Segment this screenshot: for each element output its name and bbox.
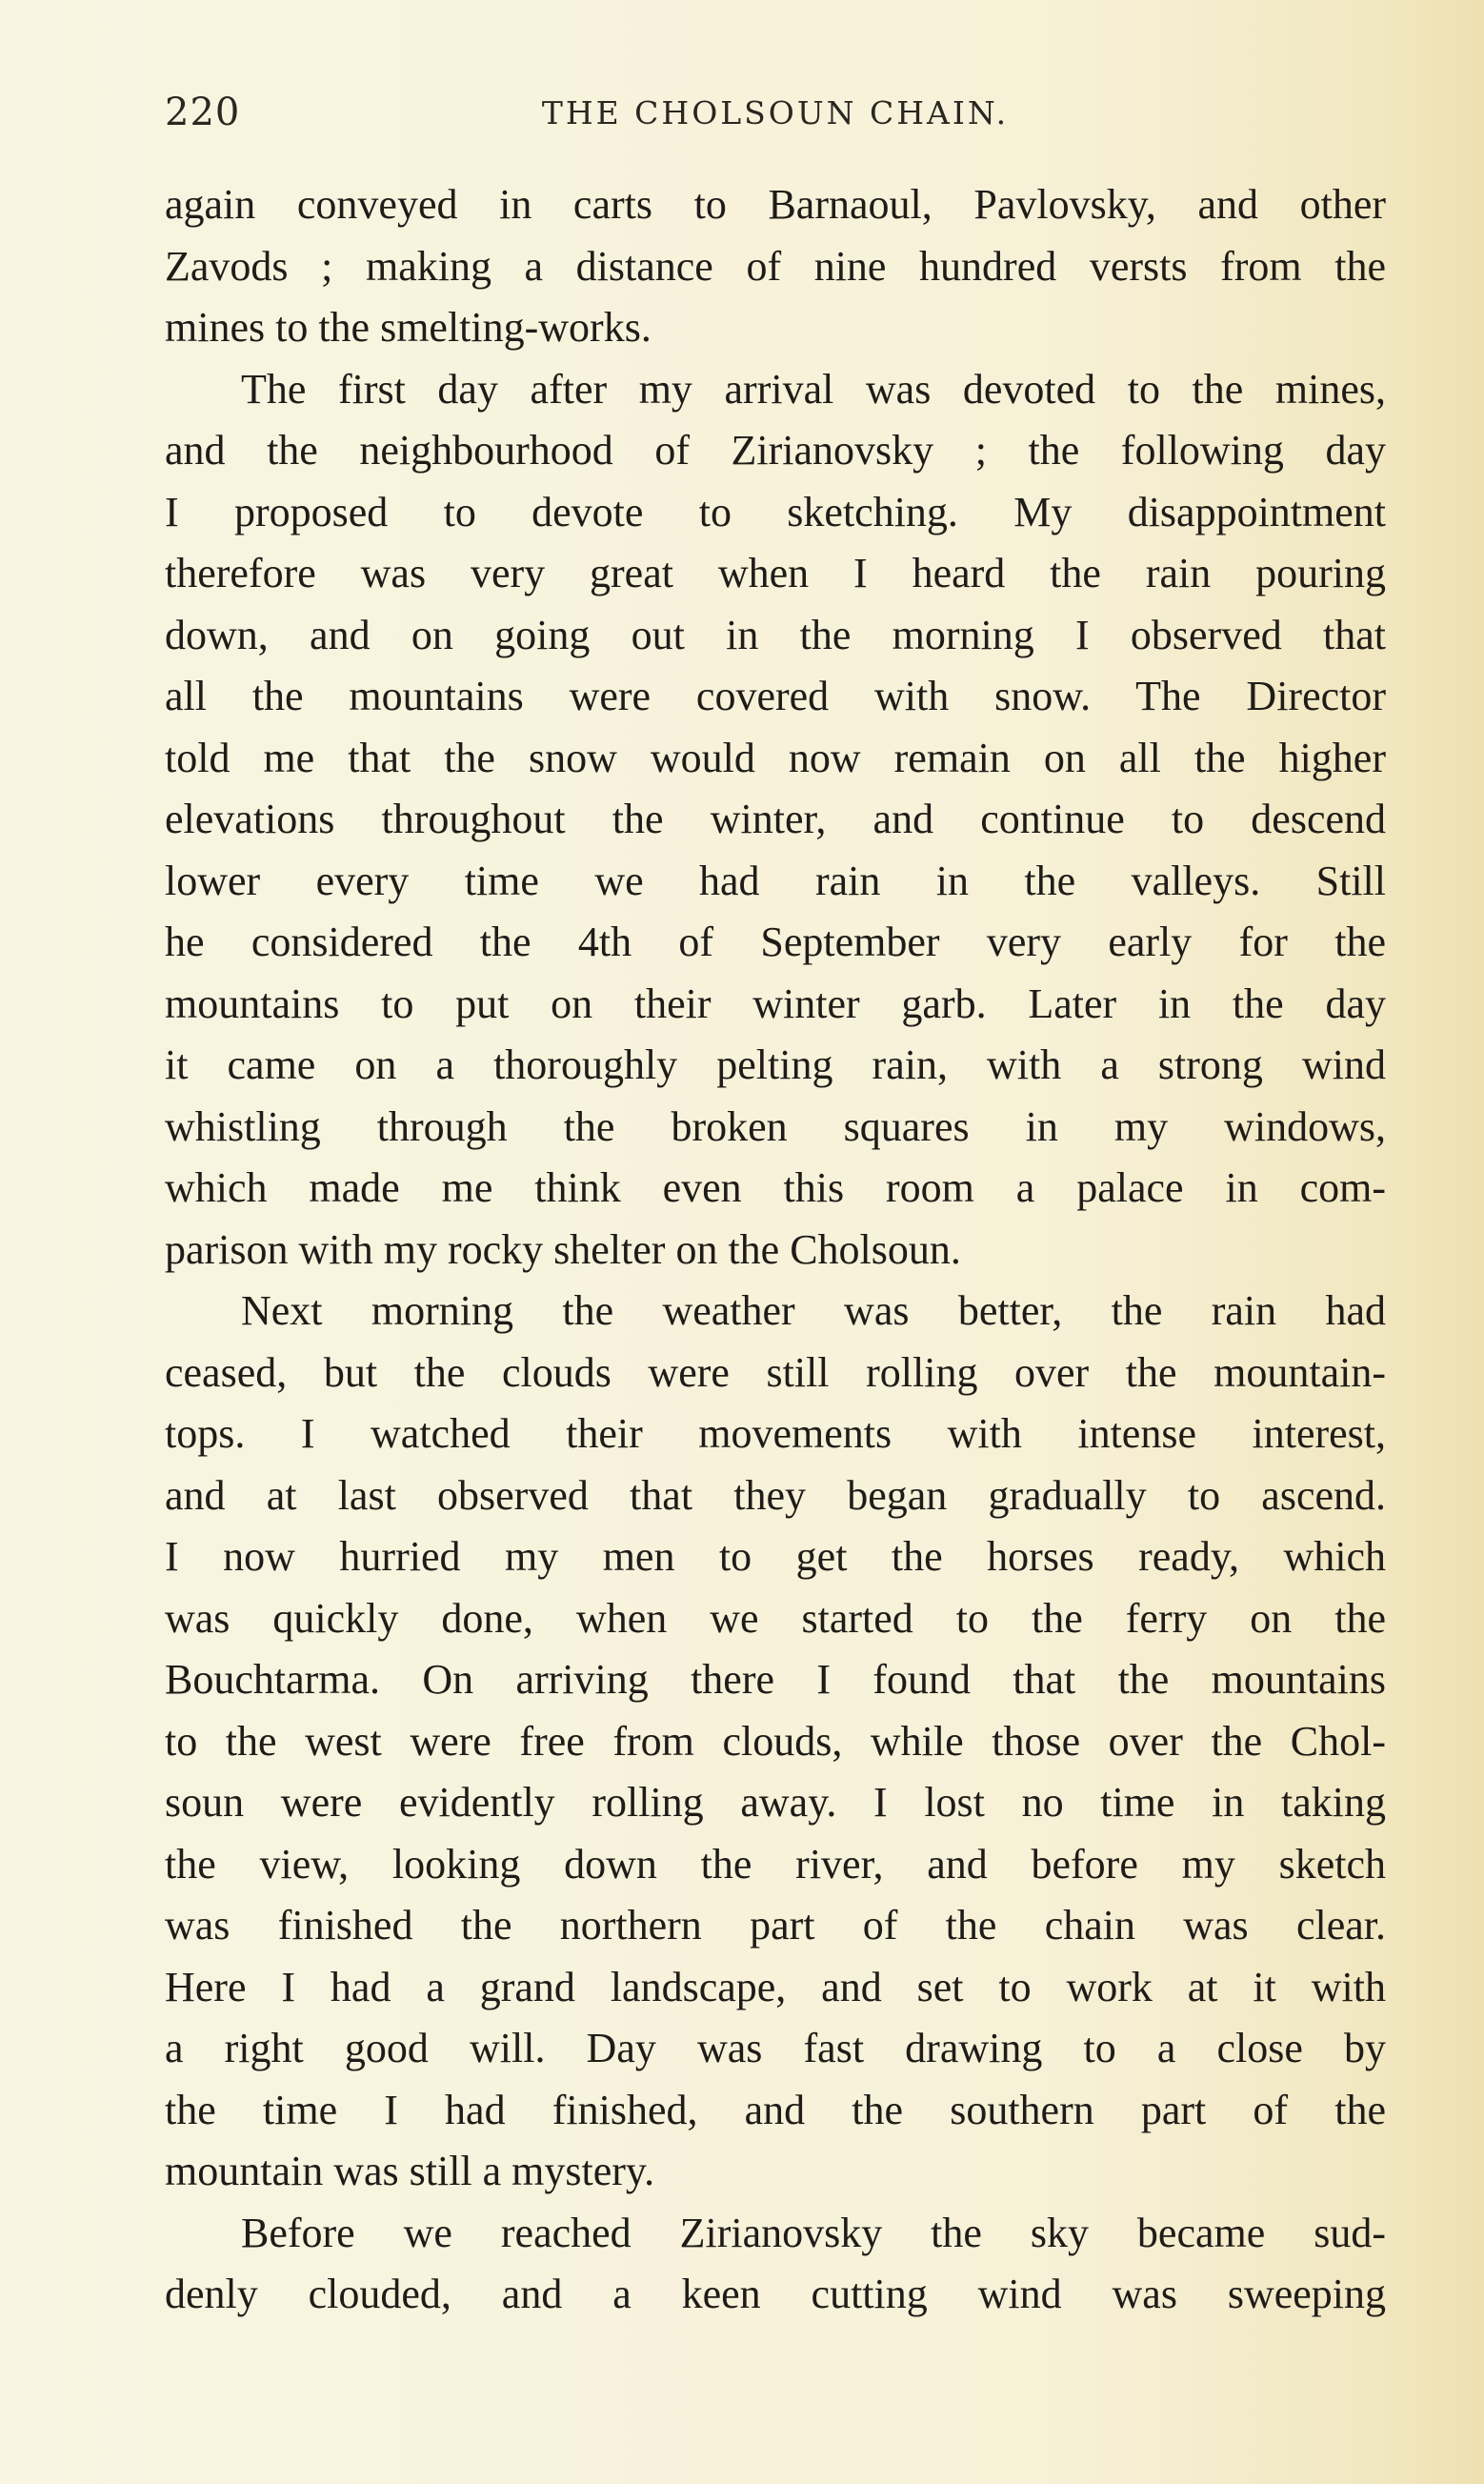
text-line: denly clouded, and a keen cutting wind was sweeping: [165, 2271, 1386, 2317]
body-text: [165, 174, 1386, 2326]
text-line: down, and on going out in the morning I observed that: [165, 611, 1386, 658]
text-line: the time I had finished, and the southern part of the: [165, 2086, 1386, 2133]
text-line: mines to the smelting-works.: [165, 304, 652, 351]
text-line: it came on a thoroughly pelting rain, with a strong wind: [165, 1041, 1386, 1088]
text-line: lower every time we had rain in the valleys. Still: [165, 857, 1386, 904]
text-line: was quickly done, when we started to the ferry on the: [165, 1594, 1386, 1642]
text-line: and the neighbourhood of Zirianovsky ; the following day: [165, 427, 1386, 474]
text-line: the view, looking down the river, and before my sketch: [165, 1840, 1386, 1888]
text-line: Here I had a grand landscape, and set to work at it with: [165, 1963, 1386, 2010]
text-line: again conveyed in carts to Barnaoul, Pavlovsky, and other: [165, 181, 1386, 228]
text-line: I now hurried my men to get the horses ready, which: [165, 1533, 1386, 1580]
text-line: The first day after my arrival was devoted to the mines,: [241, 365, 1386, 413]
text-line: Before we reached Zirianovsky the sky became sud-: [241, 2209, 1386, 2256]
text-line: Bouchtarma. On arriving there I found that the mountains: [165, 1656, 1386, 1703]
page-header: [165, 91, 1386, 148]
text-line: to the west were free from clouds, while those over the Chol-: [165, 1717, 1386, 1765]
text-line: Next morning the weather was better, the rain had: [241, 1287, 1386, 1334]
page-number: 220: [165, 91, 241, 134]
text-line: therefore was very great when I heard the rain pouring: [165, 550, 1386, 596]
text-line: a right good will. Day was fast drawing to a close by: [165, 2025, 1386, 2071]
text-line: tops. I watched their movements with intense interest,: [165, 1410, 1386, 1457]
running-title: THE CHOLSOUN CHAIN.: [541, 94, 1010, 131]
text-line: he considered the 4th of September very early for the: [165, 919, 1386, 965]
text-line: mountains to put on their winter garb. Later in the day: [165, 979, 1386, 1027]
text-line: whistling through the broken squares in my windows,: [165, 1102, 1386, 1150]
text-line: which made me think even this room a palace in com-: [165, 1164, 1386, 1211]
text-line: was finished the northern part of the chain was clear.: [165, 1902, 1386, 1949]
text-line: and at last observed that they began gradually to ascend.: [165, 1471, 1386, 1519]
text-line: all the mountains were covered with snow. The Director: [165, 673, 1386, 719]
text-line: told me that the snow would now remain on all the higher: [165, 734, 1386, 781]
text-line: ceased, but the clouds were still rolling over the mountain-: [165, 1348, 1386, 1396]
text-line: elevations throughout the winter, and continue to descend: [165, 796, 1386, 842]
text-line: Zavods ; making a distance of nine hundred versts from the: [165, 242, 1386, 290]
text-line: parison with my rocky shelter on the Cholsoun.: [165, 1225, 961, 1273]
text-line: mountain was still a mystery.: [165, 2148, 655, 2194]
text-line: I proposed to devote to sketching. My disappointment: [165, 488, 1386, 535]
text-line: soun were evidently rolling away. I lost no time in taking: [165, 1779, 1386, 1826]
